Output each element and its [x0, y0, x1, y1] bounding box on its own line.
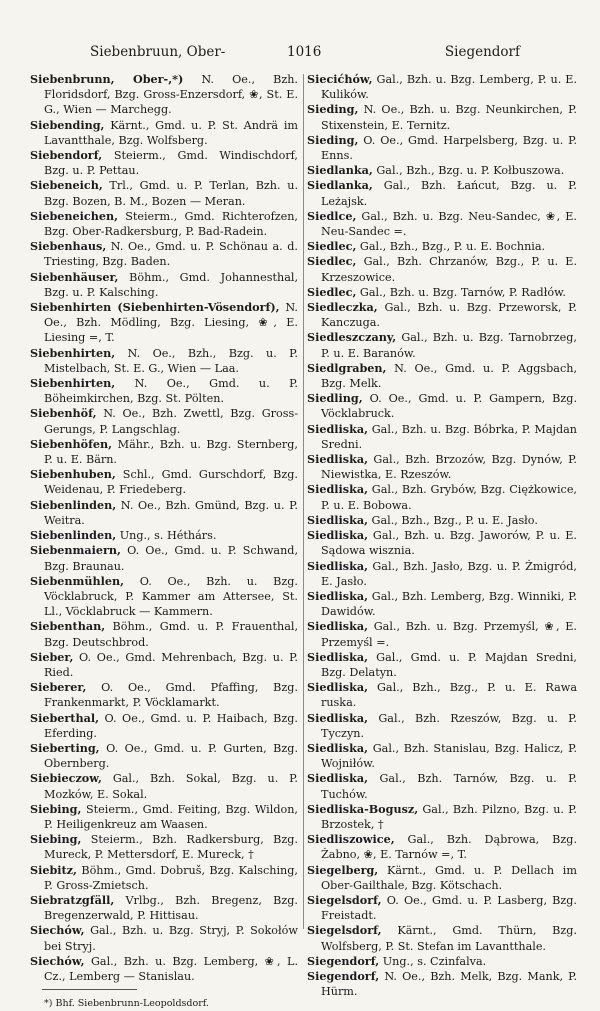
gazetteer-entry	[307, 163, 577, 178]
gazetteer-entry	[30, 650, 298, 680]
gazetteer-entry	[30, 346, 298, 376]
gazetteer-entry	[307, 711, 577, 741]
gazetteer-entry	[307, 452, 577, 482]
entry-headword: Siedliska,	[307, 771, 368, 786]
entry-text: Gal., Bzh. Brzozów, Bzg. Dynów, P. Niewistka, E. Rzeszów.	[321, 453, 577, 482]
gazetteer-entry	[307, 863, 577, 893]
entry-headword: Sieding,	[307, 132, 359, 147]
gazetteer-entry	[307, 969, 577, 999]
gazetteer-entry	[307, 254, 577, 284]
entry-headword: Siebenlinden,	[30, 497, 117, 512]
gazetteer-entry	[307, 102, 577, 132]
entry-headword: Siebenlinden,	[30, 528, 117, 543]
entry-text: Gal., Bzh., Bzg., P. u. E. Rawa ruska.	[321, 681, 578, 710]
gazetteer-entry	[307, 893, 577, 923]
entry-headword: Siebendorf,	[30, 148, 103, 163]
gazetteer-entry	[307, 513, 577, 528]
entry-text: Steierm., Gmd. Windischdorf, Bzg. u. P. Pettau.	[44, 149, 298, 178]
entry-text: Gal., Bzh. Lemberg, Bzg. Winniki, P. Dawidów.	[321, 589, 578, 619]
gazetteer-entry	[30, 467, 298, 497]
gazetteer-entry	[307, 559, 577, 589]
entry-text: Gal., Bzh. u. Bzg. Jaworów, P. u. E. Sądowa wisznia.	[321, 529, 577, 558]
gazetteer-entry	[307, 209, 577, 239]
entry-text: Böhm., Gmd. u. P. Frauenthal, Bzg. Deutschbrod.	[44, 620, 298, 649]
entry-headword: Siebenhirten (Siebenhirten-Vösendorf),	[30, 300, 280, 315]
entry-text: Gal., Bzh., Bzg., P. u. E. Bochnia.	[359, 240, 546, 254]
entry-headword: Siedliska,	[307, 528, 368, 543]
entry-headword: Siedlanka,	[307, 163, 373, 178]
gazetteer-entry	[30, 711, 298, 741]
entry-headword: Siedliska,	[307, 512, 368, 527]
entry-headword: Siedlec,	[307, 284, 357, 299]
entry-headword: Siegendorf,	[307, 968, 380, 983]
entry-headword: Siebratzgfäll,	[30, 892, 115, 907]
entry-text: O. Oe., Gmd. u. P. Lasberg, Bzg. Freistadt.	[321, 893, 577, 923]
gazetteer-entry	[30, 619, 298, 649]
entry-text: N. Oe., Gmd. u. P. Aggsbach, Bzg. Melk.	[321, 361, 578, 391]
gazetteer-entry	[307, 832, 577, 862]
entry-text: O. Oe., Gmd. u. P. Gurten, Bzg. Obernberg.	[44, 741, 299, 771]
gazetteer-entry	[30, 148, 298, 178]
entry-text: N. Oe., Bzh. u. Bzg. Neunkirchen, P. Stixenstein, E. Ternitz.	[321, 103, 577, 132]
entry-headword: Sieber,	[30, 649, 74, 664]
entry-headword: Siebitz,	[30, 862, 77, 877]
entry-headword: Siebieczow,	[30, 771, 102, 786]
entry-text: Gal., Bzh. Dąbrowa, Bzg. Żabno, ❀, E. Tarnów =, T.	[321, 833, 577, 862]
page-number: 1016	[287, 44, 322, 60]
gazetteer-entry	[307, 239, 577, 254]
entry-text: Kärnt., Gmd. Thürn, Bzg. Wolfsberg, P. St. Stefan im Lavantthale.	[321, 924, 578, 953]
entry-text: Gal., Bzh. Jasło, Bzg. u. P. Żmigród, E. Jasło.	[321, 559, 577, 588]
entry-headword: Siegendorf,	[307, 953, 380, 968]
entry-text: N. Oe., Bzh., Bzg. u. P. Mistelbach, St. E. G., Wien — Laa.	[44, 346, 298, 375]
entry-headword: Siedliska,	[307, 680, 368, 695]
entry-headword: Siebenhöfen,	[30, 436, 113, 451]
entry-headword: Siedliska,	[307, 619, 368, 634]
entry-text: N. Oe., Bzh. Mödling, Bzg. Liesing, ❀, E. Liesing =, T.	[44, 301, 298, 345]
entry-headword: Siedling,	[307, 391, 363, 406]
footnote-rule	[42, 989, 137, 990]
running-head-left: Siebenbruun, Ober-	[90, 44, 226, 60]
gazetteer-entry	[307, 133, 577, 163]
entry-text: Gal., Bzh. Łańcut, Bzg. u. P. Leżajsk.	[321, 179, 577, 208]
entry-headword: Siebenhirten,	[30, 345, 116, 360]
gazetteer-entry	[30, 209, 298, 239]
entry-headword: Siedlanka,	[307, 178, 373, 193]
gazetteer-entry	[30, 239, 298, 269]
gazetteer-entry	[30, 498, 298, 528]
entry-headword: Sieberthal,	[30, 710, 99, 725]
gazetteer-entry	[30, 923, 298, 953]
gazetteer-entry	[30, 680, 298, 710]
entry-text: O. Oe., Gmd. Harpelsberg, Bzg. u. P. Enns.	[321, 133, 577, 163]
gazetteer-entry	[30, 954, 298, 984]
gazetteer-entry	[307, 482, 577, 512]
footnote: *) Bhf. Siebenbrunn-Leopoldsdorf.	[44, 998, 209, 1010]
entry-text: Steierm., Gmd. Feiting, Bzg. Wildon, P. Heiligenkreuz am Waasen.	[44, 802, 298, 831]
gazetteer-entry	[30, 118, 298, 148]
entry-text: Schl., Gmd. Gurschdorf, Bzg. Weidenau, P. Friedeberg.	[44, 468, 298, 497]
gazetteer-entry	[307, 771, 577, 801]
entry-headword: Siedlec,	[307, 239, 357, 254]
entry-text: Gal., Bzh., Bzg., P. u. E. Jasło.	[371, 513, 538, 527]
entry-text: Gal., Bzh. u. Bzg. Przemyśl, ❀, E. Przemyśl =.	[321, 620, 577, 649]
entry-text: Gal., Bzh. u. Bzg. Neu-Sandec, ❀, E. Neu-Sandec =.	[321, 209, 577, 239]
gazetteer-entry	[307, 178, 577, 208]
entry-headword: Siedliska,	[307, 482, 368, 497]
gazetteer-entry	[307, 589, 577, 619]
entry-headword: Siechów,	[30, 923, 85, 938]
entry-headword: Siebenhöf,	[30, 406, 97, 421]
entry-headword: Siedliska,	[307, 710, 368, 725]
entry-headword: Siebing,	[30, 801, 82, 816]
entry-headword: Siebeneich,	[30, 178, 103, 193]
gazetteer-entry	[30, 741, 298, 771]
entry-headword: Siedliska,	[307, 558, 368, 573]
gazetteer-entry	[30, 528, 298, 543]
entry-headword: Siebenmühlen,	[30, 573, 125, 588]
entry-headword: Siebending,	[30, 117, 105, 132]
entry-headword: Siebenmaiern,	[30, 543, 121, 558]
entry-text: Gal., Bzh. Rzeszów, Bzg. u. P. Tyczyn.	[321, 711, 577, 740]
gazetteer-entry	[30, 893, 298, 923]
entry-text: Kärnt., Gmd. u. P. Dellach im Ober-Gailthale, Bzg. Kötschach.	[321, 863, 577, 892]
gazetteer-entry	[30, 300, 298, 346]
entry-headword: Siebenhirten,	[30, 376, 116, 391]
gazetteer-entry	[307, 300, 577, 330]
entry-headword: Siebenbrunn, Ober-,*)	[30, 72, 184, 86]
entry-headword: Sieding,	[307, 102, 359, 117]
gazetteer-entry	[307, 802, 577, 832]
gazetteer-entry	[307, 361, 577, 391]
gazetteer-entry	[30, 802, 298, 832]
gazetteer-entry	[30, 863, 298, 893]
entry-text: O. Oe., Gmd. Pfaffing, Bzg. Frankenmarkt, P. Vöcklamarkt.	[44, 681, 298, 710]
entry-headword: Siedleczka,	[307, 300, 378, 315]
gazetteer-entry	[30, 832, 298, 862]
entry-headword: Siegelberg,	[307, 862, 379, 877]
entry-text: Böhm., Gmd. Johannesthal, Bzg. u. P. Kalsching.	[44, 270, 298, 299]
entry-headword: Sieberer,	[30, 680, 87, 695]
entry-text: Gal., Gmd. u. P. Majdan Sredni, Bzg. Delatyn.	[321, 650, 577, 679]
entry-text: Vrlbg., Bzh. Bregenz, Bzg. Bregenzerwald, P. Hittisau.	[44, 893, 298, 923]
gazetteer-entry	[307, 619, 577, 649]
entry-headword: Siedliszowice,	[307, 832, 395, 847]
gazetteer-entry	[30, 543, 298, 573]
gazetteer-entry	[307, 923, 577, 953]
entry-text: Trl., Gmd. u. P. Terlan, Bzh. u. Bzg. Bozen, B. M., Bozen — Meran.	[44, 179, 299, 208]
entry-headword: Siecićhów,	[307, 72, 373, 86]
gazetteer-entry	[307, 72, 577, 102]
entry-text: Steierm., Bzh. Radkersburg, Bzg. Mureck, P. Mettersdorf, E. Mureck, †	[44, 833, 298, 862]
gazetteer-entry	[30, 376, 298, 406]
right-column	[307, 72, 577, 999]
gazetteer-entry	[30, 406, 298, 436]
gazetteer-entry	[307, 528, 577, 558]
gazetteer-entry	[30, 437, 298, 467]
gazetteer-entry	[30, 72, 298, 118]
entry-text: Steierm., Gmd. Richterofzen, Bzg. Ober-Radkersburg, P. Bad-Radein.	[44, 209, 298, 239]
entry-headword: Siedliska,	[307, 649, 368, 664]
entry-text: Ung., s. Czinfalva.	[382, 954, 487, 968]
entry-text: Mähr., Bzh. u. Bzg. Sternberg, P. u. E. Bärn.	[44, 437, 298, 467]
entry-headword: Siedlce,	[307, 208, 357, 223]
entry-headword: Siebenhaus,	[30, 239, 107, 254]
entry-text: Gal., Bzh. u. Bzg. Stryj, P. Sokołów bei Stryj.	[44, 924, 298, 953]
entry-text: Kärnt., Gmd. u. P. St. Andrä im Lavantthale, Bzg. Wolfsberg.	[44, 118, 299, 147]
entry-text: Gal., Bzh. Sokal, Bzg. u. P. Mozków, E. Sokal.	[44, 772, 298, 801]
entry-headword: Siebenthan,	[30, 619, 106, 634]
entry-headword: Siedliska,	[307, 421, 368, 436]
entry-headword: Siebeneichen,	[30, 208, 118, 223]
gazetteer-entry	[307, 285, 577, 300]
entry-text: N. Oe., Bzh. Floridsdorf, Bzg. Gross-Enzersdorf, ❀, St. E. G., Wien — Marchegg.	[44, 73, 298, 117]
page-header	[34, 44, 566, 64]
entry-text: O. Oe., Gmd. u. P. Schwand, Bzg. Braunau.	[44, 544, 298, 573]
entry-text: Ung., s. Héthárs.	[119, 529, 217, 543]
entry-text: Gal., Bzh. Stanislau, Bzg. Halicz, P. Wojniłów.	[321, 741, 578, 771]
entry-text: Gal., Bzh. u. Bzg. Tarnów, P. Radłów.	[359, 285, 566, 299]
entry-headword: Siegelsdorf,	[307, 892, 382, 907]
entry-text: Gal., Bzh., Bzg. u. P. Kołbuszowa.	[376, 164, 565, 178]
entry-text: N. Oe., Bzh. Gmünd, Bzg. u. P. Weitra.	[44, 498, 298, 527]
entry-text: Gal., Bzh. Pilzno, Bzg. u. P. Brzostek, †	[321, 802, 577, 831]
entry-text: Gal., Bzh. u. Bzg. Tarnobrzeg, P. u. E. Baranów.	[321, 331, 577, 360]
entry-text: N. Oe., Gmd. u. P. Böheimkirchen, Bzg. St. Pölten.	[44, 377, 298, 406]
entry-headword: Siedliska,	[307, 452, 368, 467]
entry-text: Gal., Bzh. Chrzanów, Bzg., P. u. E. Krzeszowice.	[321, 255, 577, 284]
left-column	[30, 72, 298, 1011]
entry-headword: Siebenhäuser,	[30, 269, 119, 284]
entry-text: N. Oe., Bzh. Zwettl, Bzg. Gross-Gerungs, P. Langschlag.	[44, 407, 299, 436]
running-head-right: Siegendorf	[444, 44, 520, 60]
gazetteer-entry	[30, 178, 298, 208]
entry-text: Gal., Bzh. Grybów, Bzg. Ciężkowice, P. u. E. Bobowa.	[321, 483, 577, 512]
entry-headword: Siechów,	[30, 953, 85, 968]
entry-text: Böhm., Gmd. Dobruš, Bzg. Kalsching, P. Gross-Zmietsch.	[44, 863, 298, 892]
entry-text: O. Oe., Gmd. Mehrenbach, Bzg. u. P. Ried.	[44, 650, 298, 679]
entry-headword: Siedliska,	[307, 588, 368, 603]
entry-headword: Siebing,	[30, 832, 82, 847]
entry-text: N. Oe., Gmd. u. P. Schönau a. d. Triesting, Bzg. Baden.	[44, 240, 298, 269]
entry-text: Gal., Bzh. Tarnów, Bzg. u. P. Tuchów.	[321, 772, 577, 801]
entry-headword: Siedliska-Bogusz,	[307, 801, 419, 816]
entry-headword: Siedliska,	[307, 740, 368, 755]
gazetteer-entry	[307, 422, 577, 452]
entry-text: O. Oe., Bzh. u. Bzg. Vöcklabruck, P. Kammer am Attersee, St. Ll., Vöcklabruck — Kammern.	[44, 574, 298, 619]
entry-headword: Siegelsdorf,	[307, 923, 382, 938]
entry-headword: Siebenhuben,	[30, 467, 116, 482]
gazetteer-entry	[30, 270, 298, 300]
column-divider	[303, 74, 304, 929]
gazetteer-entry	[307, 680, 577, 710]
entry-text: Gal., Bzh. u. Bzg. Bóbrka, P. Majdan Sredni.	[321, 422, 577, 451]
entry-text: N. Oe., Bzh. Melk, Bzg. Mank, P. Hürm.	[321, 969, 577, 999]
entry-text: O. Oe., Gmd. u. P. Haibach, Bzg. Eferding.	[44, 711, 298, 740]
gazetteer-entry	[307, 650, 577, 680]
entry-text: Gal., Bzh. u. Bzg. Lemberg, P. u. E. Kulików.	[321, 73, 578, 102]
gazetteer-entry	[30, 771, 298, 801]
entry-text: Gal., Bzh. u. Bzg. Lemberg, ❀, L. Cz., Lemberg — Stanislau.	[44, 954, 299, 983]
entry-text: O. Oe., Gmd. u. P. Gampern, Bzg. Vöcklabruck.	[321, 392, 578, 421]
entry-headword: Siedleszczany,	[307, 330, 397, 345]
gazetteer-entry	[30, 574, 298, 620]
entry-text: Gal., Bzh. u. Bzg. Przeworsk, P. Kanczuga.	[321, 301, 577, 330]
entry-headword: Sieberting,	[30, 740, 100, 755]
gazetteer-entry	[307, 391, 577, 421]
gazetteer-entry	[307, 330, 577, 360]
gazetteer-entry	[307, 954, 577, 969]
entry-headword: Siedlec,	[307, 254, 357, 269]
entry-headword: Siedlgraben,	[307, 360, 387, 375]
gazetteer-entry	[307, 741, 577, 771]
